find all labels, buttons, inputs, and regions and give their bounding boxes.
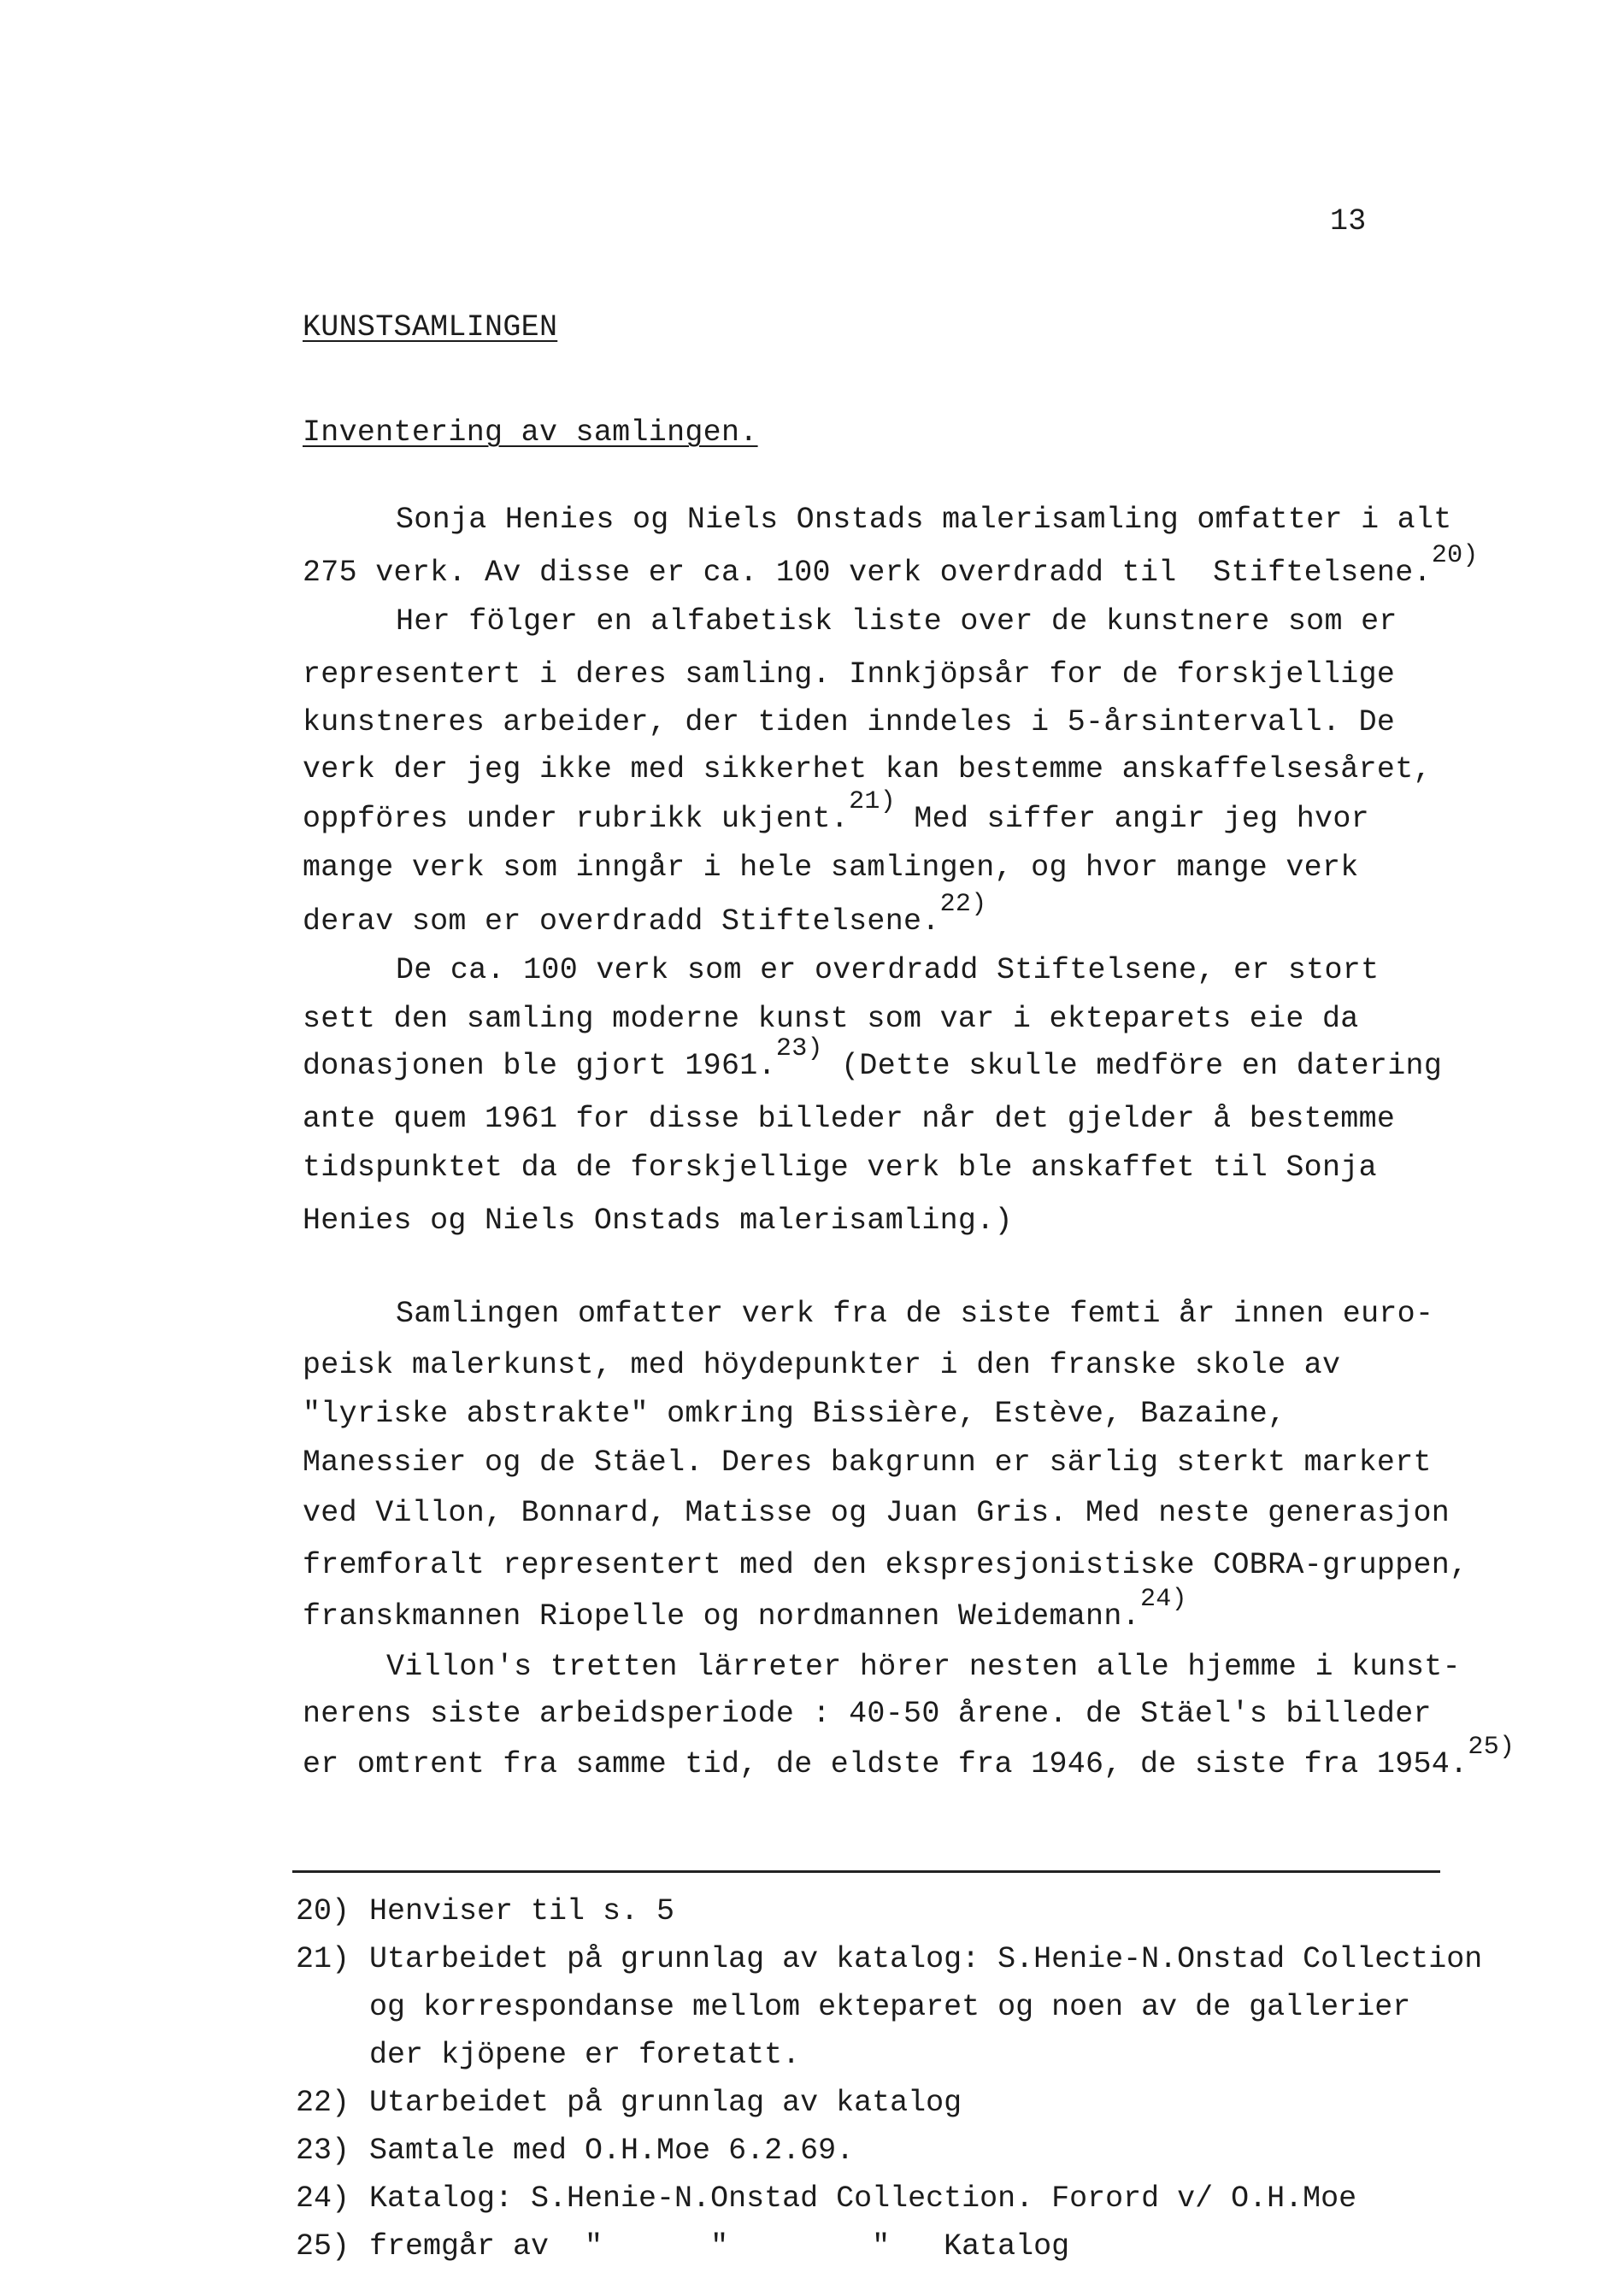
text-line: [303, 1034, 1443, 1085]
line-text-continued: (Dette skulle medföre en datering: [822, 1049, 1443, 1083]
footnote-number: 20): [296, 1894, 350, 1928]
line-text: De ca. 100 verk som er overdradd Stiftelsene, er stort: [396, 953, 1380, 987]
line-text: fremforalt representert med den ekspresjonistiske COBRA-gruppen,: [303, 1548, 1468, 1582]
footnote-number: 25): [296, 2229, 350, 2264]
footnote-reference: 20): [1431, 541, 1479, 570]
footnote-reference: 25): [1468, 1733, 1515, 1762]
line-text: 275 verk. Av disse er ca. 100 verk overdradd til Stiftelsene.: [303, 556, 1432, 590]
line-text: mange verk som inngår i hele samlingen, og hvor mange verk: [303, 851, 1359, 885]
text-line: [303, 1733, 1515, 1783]
text-line: [303, 705, 1395, 739]
footnote-text: Katalog: S.Henie-N.Onstad Collection. Forord v/ O.H.Moe: [369, 2181, 1357, 2216]
subsection-heading: Inventering av samlingen.: [303, 415, 758, 450]
footnote-text: og korrespondanse mellom ekteparet og noen av de gallerier: [369, 1990, 1411, 2024]
footnote-reference: 24): [1139, 1585, 1187, 1614]
text-line: [303, 1102, 1395, 1136]
line-text: nerens siste arbeidsperiode : 40-50 årene. de Stäel's billeder: [303, 1697, 1432, 1731]
footnote-divider: [292, 1870, 1440, 1873]
text-line: [303, 1445, 1432, 1480]
footnote-text: Utarbeidet på grunnlag av katalog: S.Henie-N.Onstad Collection: [369, 1942, 1483, 1976]
line-text: "lyriske abstrakte" omkring Bissière, Estève, Bazaine,: [303, 1397, 1286, 1431]
line-text: Villon's tretten lärreter hörer nesten alle hjemme i kunst-: [386, 1650, 1461, 1684]
text-line: [303, 1151, 1377, 1185]
text-line: [303, 851, 1359, 885]
line-text: verk der jeg ikke med sikkerhet kan bestemme anskaffelsesåret,: [303, 752, 1432, 786]
text-line: [303, 1204, 1013, 1238]
line-text: Her fölger en alfabetisk liste over de kunstnere som er: [396, 604, 1397, 639]
line-text: representert i deres samling. Innkjöpsår for de forskjellige: [303, 657, 1396, 692]
footnote-text: der kjöpene er foretatt.: [369, 2038, 801, 2072]
text-line: [303, 1496, 1450, 1530]
line-text: ante quem 1961 for disse billeder når det gjelder å bestemme: [303, 1102, 1396, 1136]
text-line: [396, 604, 1397, 639]
footnote-reference: 21): [849, 787, 897, 816]
section-heading: KUNSTSAMLINGEN: [303, 310, 558, 344]
text-line: [303, 1397, 1286, 1431]
line-text: kunstneres arbeider, der tiden inndeles i 5-årsintervall. De: [303, 705, 1396, 739]
footnote-reference: 22): [939, 890, 987, 919]
line-text: donasjonen ble gjort 1961.: [303, 1049, 776, 1083]
text-line: [303, 787, 1369, 838]
line-text: Samlingen omfatter verk fra de siste femti år innen euro-: [396, 1297, 1434, 1331]
footnote-text: Samtale med O.H.Moe 6.2.69.: [369, 2134, 855, 2168]
line-text: franskmannen Riopelle og nordmannen Weidemann.: [303, 1599, 1140, 1634]
text-line: [303, 752, 1432, 786]
line-text: Henies og Niels Onstads malerisamling.): [303, 1204, 1013, 1238]
line-text: derav som er overdradd Stiftelsene.: [303, 904, 940, 939]
footnote-number: 24): [296, 2181, 350, 2216]
footnote-number: 23): [296, 2134, 350, 2168]
text-line: [303, 657, 1395, 692]
line-text: tidspunktet da de forskjellige verk ble anskaffet til Sonja: [303, 1151, 1377, 1185]
footnote-text: Utarbeidet på grunnlag av katalog: [369, 2086, 962, 2120]
footnote-text: Henviser til s. 5: [369, 1894, 675, 1928]
line-text: er omtrent fra samme tid, de eldste fra 1946, de siste fra 1954.: [303, 1747, 1468, 1781]
text-line: [396, 953, 1379, 987]
text-line: [396, 503, 1452, 537]
footnote-reference: 23): [775, 1034, 823, 1063]
text-line: [303, 1697, 1432, 1731]
line-text: sett den samling moderne kunst som var i ekteparets eie da: [303, 1002, 1359, 1036]
footnote-number: 22): [296, 2086, 350, 2120]
text-line: [303, 890, 987, 940]
text-line: [303, 1348, 1340, 1382]
footnote-text: fremgår av " " " Katalog: [369, 2229, 1070, 2264]
text-line: [386, 1650, 1461, 1684]
line-text: peisk malerkunst, med höydepunkter i den franske skole av: [303, 1348, 1341, 1382]
footnote-number: 21): [296, 1942, 350, 1976]
line-text: ved Villon, Bonnard, Matisse og Juan Gris. Med neste generasjon: [303, 1496, 1450, 1530]
page-number: 13: [1330, 204, 1367, 238]
line-text: Manessier og de Stäel. Deres bakgrunn er särlig sterkt markert: [303, 1445, 1432, 1480]
line-text: oppföres under rubrikk ukjent.: [303, 802, 850, 836]
line-text-continued: Med siffer angir jeg hvor: [896, 802, 1369, 836]
text-line: [396, 1297, 1433, 1331]
text-line: [303, 1002, 1359, 1036]
text-line: [303, 541, 1479, 592]
line-text: Sonja Henies og Niels Onstads malerisamling omfatter i alt: [396, 503, 1452, 537]
text-line: [303, 1548, 1468, 1582]
text-line: [303, 1585, 1187, 1635]
